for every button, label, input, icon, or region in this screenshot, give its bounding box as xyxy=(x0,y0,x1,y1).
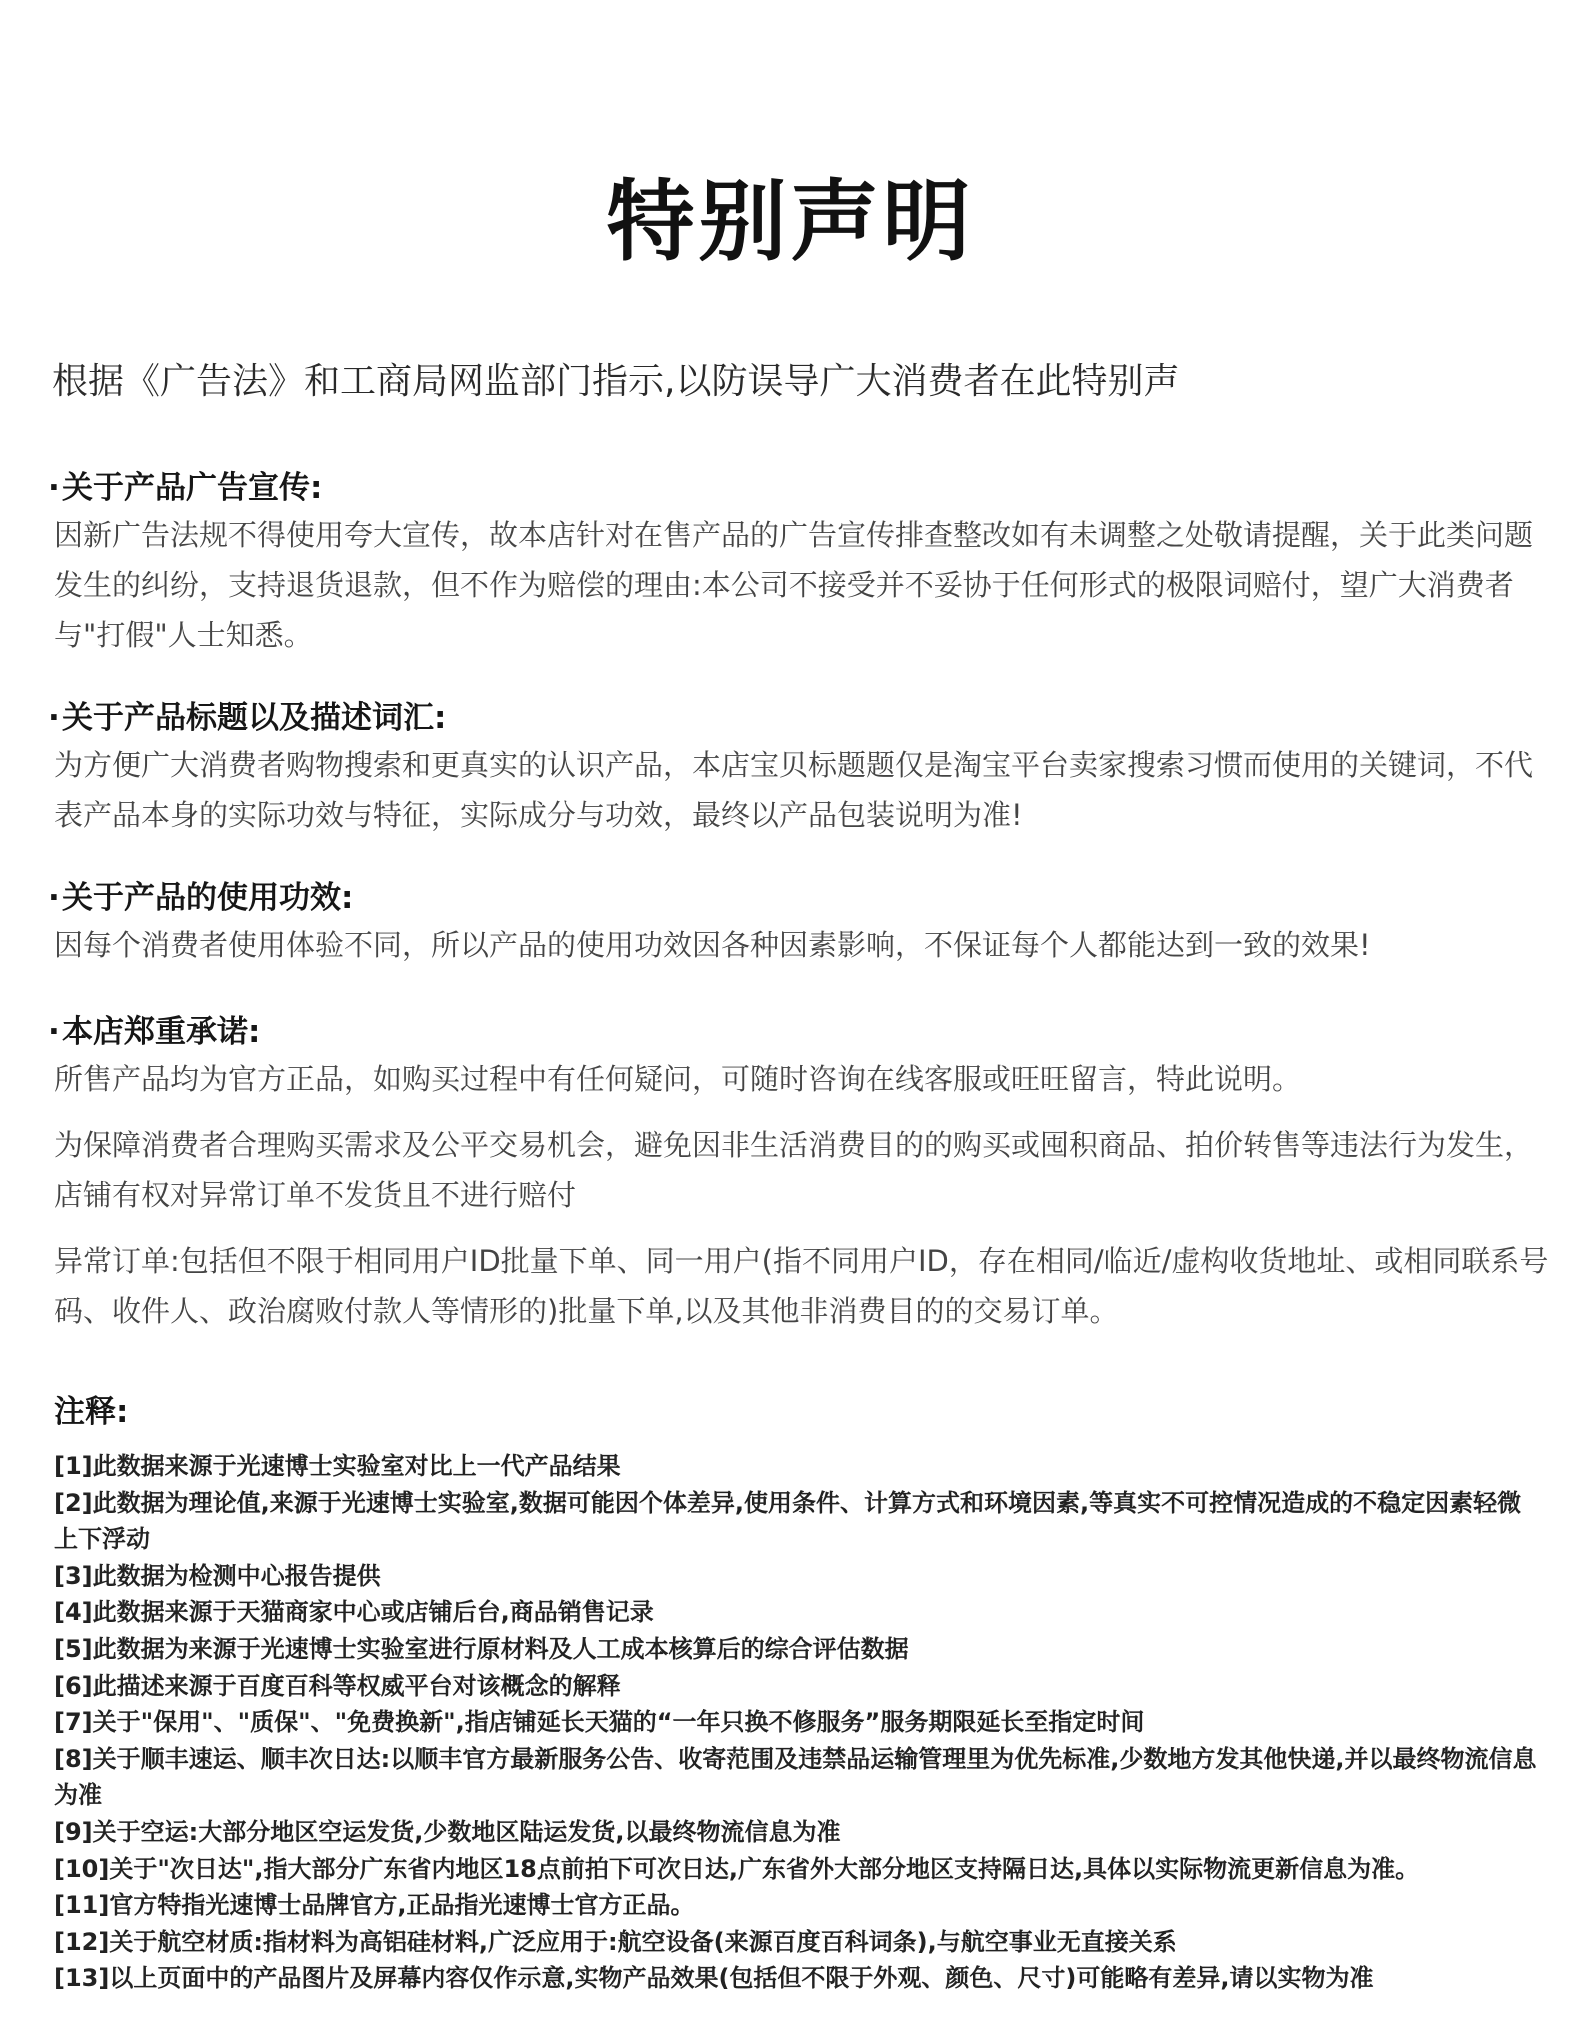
section-heading-text: 关于产品标题以及描述词汇: xyxy=(62,700,447,736)
section-promise xyxy=(48,1010,1548,1336)
note-item: [13]以上页面中的产品图片及屏幕内容仅作示意,实物产品效果(包括但不限于外观、颜色、尺寸)可能略有差异,请以实物为准 xyxy=(54,1964,1374,1993)
section-heading xyxy=(48,696,1548,740)
section-heading-text: 关于产品的使用功效: xyxy=(62,880,354,916)
note-item: [5]此数据为来源于光速博士实验室进行原材料及人工成本核算后的综合评估数据 xyxy=(54,1634,909,1663)
section-title-keywords xyxy=(48,696,1548,840)
note-item: [1]此数据来源于光速博士实验室对比上一代产品结果 xyxy=(54,1452,621,1480)
bullet-dot: · xyxy=(48,1014,60,1050)
note-item: [7]关于"保用"、"质保"、"免费换新",指店铺延长天猫的“一年只换不修服务”服务期限延长至指定时间 xyxy=(54,1708,1145,1737)
bullet-dot: · xyxy=(48,880,60,916)
section-heading xyxy=(48,466,1548,510)
section-paragraph: 因每个消费者使用体验不同，所以产品的使用功效因各种因素影响，不保证每个人都能达到一致的效果! xyxy=(54,928,1371,962)
page-title: 特别声明 xyxy=(606,170,975,273)
section-advertising xyxy=(48,466,1548,660)
section-heading xyxy=(48,1010,1548,1054)
note-item: [12]关于航空材质:指材料为高铝硅材料,广泛应用于:航空设备(来源百度百科词条),与航空事业无直接关系 xyxy=(54,1927,1177,1956)
bullet-dot: · xyxy=(48,700,60,736)
note-item: [10]关于"次日达",指大部分广东省内地区18点前拍下可次日达,广东省外大部分地区支持隔日达,具体以实际物流更新信息为准。 xyxy=(54,1854,1420,1883)
section-efficacy xyxy=(48,876,1548,970)
section-heading xyxy=(48,876,1548,920)
note-item: [4]此数据来源于天猫商家中心或店铺后台,商品销售记录 xyxy=(54,1598,654,1627)
note-item: [3]此数据为检测中心报告提供 xyxy=(54,1561,381,1590)
notes-list xyxy=(54,1448,1544,1997)
section-paragraph: 为保障消费者合理购买需求及公平交易机会，避免因非生活消费目的的购买或囤积商品、拍价转售等违法行为发生，店铺有权对异常订单不发货且不进行赔付 xyxy=(54,1128,1534,1212)
section-heading-text: 关于产品广告宣传: xyxy=(62,470,323,506)
note-item: [2]此数据为理论值,来源于光速博士实验室,数据可能因个体差异,使用条件、计算方式和环境因素,等真实不可控情况造成的不稳定因素轻微上下浮动 xyxy=(54,1488,1522,1554)
section-paragraph: 所售产品均为官方正品，如购买过程中有任何疑问，可随时咨询在线客服或旺旺留言，特此说明。 xyxy=(54,1062,1302,1096)
section-paragraph: 因新广告法规不得使用夸大宣传，故本店针对在售产品的广告宣传排查整改如有未调整之处敬请提醒，关于此类问题发生的纠纷，支持退货退款，但不作为赔偿的理由:本公司不接受并不妥协于任何形式的极限词赔付，望广大消费者与"打假"人士知悉。 xyxy=(54,518,1534,652)
note-item: [6]此描述来源于百度百科等权威平台对该概念的解释 xyxy=(54,1671,621,1700)
note-item: [8]关于顺丰速运、顺丰次日达:以顺丰官方最新服务公告、收寄范围及违禁品运输管理里为优先标准,少数地方发其他快递,并以最终物流信息为准 xyxy=(54,1744,1537,1810)
note-item: [9]关于空运:大部分地区空运发货,少数地区陆运发货,以最终物流信息为准 xyxy=(54,1817,841,1846)
note-item: [11]官方特指光速博士品牌官方,正品指光速博士官方正品。 xyxy=(54,1891,695,1920)
intro-text: 根据《广告法》和工商局网监部门指示,以防误导广大消费者在此特别声 xyxy=(52,361,1180,402)
section-paragraph: 为方便广大消费者购物搜索和更真实的认识产品，本店宝贝标题题仅是淘宝平台卖家搜索习惯而使用的关键词，不代表产品本身的实际功效与特征，实际成分与功效，最终以产品包装说明为准! xyxy=(54,748,1534,832)
notes-heading: 注释: xyxy=(54,1394,129,1430)
bullet-dot: · xyxy=(48,470,60,506)
section-heading-text: 本店郑重承诺: xyxy=(62,1014,261,1050)
section-paragraph: 异常订单:包括但不限于相同用户ID批量下单、同一用户(指不同用户ID，存在相同/临近/虚构收货地址、或相同联系号码、收件人、政治腐败付款人等情形的)批量下单,以及其他非消费目的的交易订单。 xyxy=(54,1244,1549,1328)
